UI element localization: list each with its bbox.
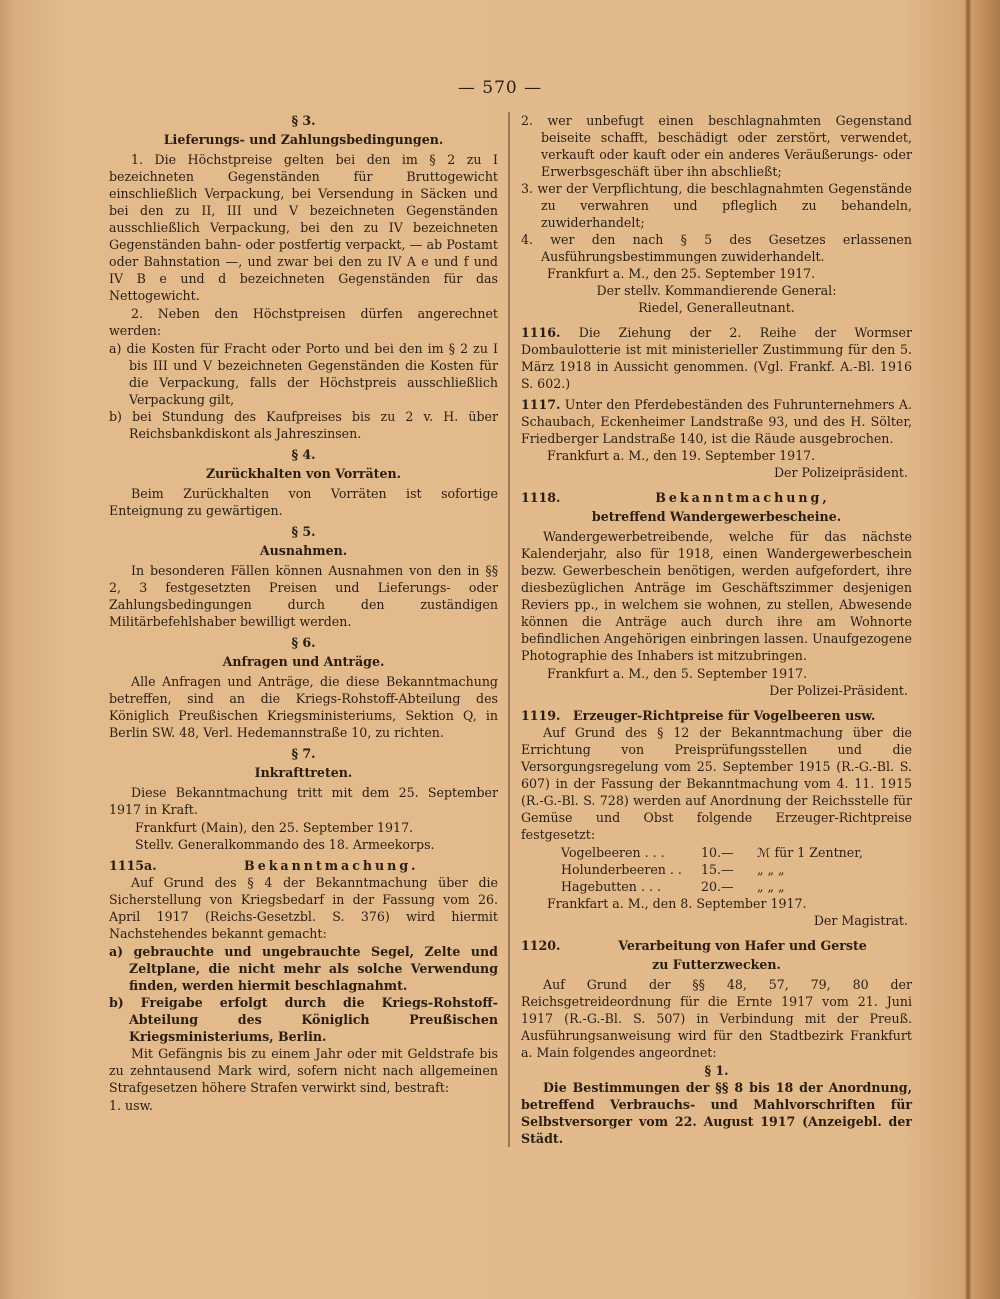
- price-item-value: 20.—: [701, 879, 734, 894]
- notice-number: 1115a.: [109, 858, 157, 873]
- notice-heading: Bekanntmachung,: [655, 490, 830, 505]
- section-3-heading: Lieferungs- und Zahlungsbedingungen.: [163, 132, 444, 147]
- notice-1118-header: [521, 489, 912, 506]
- section-3-title: § 3.: [291, 113, 316, 128]
- section-4-paragraph: Beim Zurückhalten von Vorräten ist sofortige Enteignung zu gewärtigen.: [109, 486, 498, 518]
- section-5-title: § 5.: [291, 524, 316, 539]
- price-item-value: 15.—: [701, 862, 734, 877]
- section-6-heading: Anfragen und Anträge.: [222, 654, 385, 669]
- notice-number: 1118.: [521, 490, 561, 505]
- notice-number: 1120.: [521, 938, 561, 953]
- notice-1120-section-1-paragraph: Die Bestimmungen der §§ 8 bis 18 der Anordnung, betreffend Verbrauchs- und Mahlvorschriften für Selbstversorger vom 22. August 1917 (Anzeigebl. der Städt.: [521, 1080, 912, 1146]
- notice-1118-paragraph: Wandergewerbetreibende, welche für das nächste Kalenderjahr, also für 1918, einen Wandergewerbeschein bezw. Gewerbeschein benötigen, werden aufgefordert, ihre diesbezüglichen Anträge im Geschäftszimmer desjenigen Reviers pp., in welchem sie wohnen, zu stellen, Abwesende können die Anträge auch durch ihre am Wohnorte befindlichen Angehörigen einbringen lassen. Unaufgezogene Photographie des Inhabers ist mitzubringen.: [521, 529, 912, 663]
- section-4-heading: Zurückhalten von Vorräten.: [205, 466, 402, 481]
- notice-1115a-header: [109, 857, 498, 874]
- penalty-date: Frankfurt a. M., den 25. September 1917.: [547, 266, 816, 281]
- notice-1115a-item-a: a) gebrauchte und ungebrauchte Segel, Zelte und Zeltplane, die nicht mehr als solche Verwendung finden, werden hiermit beschlagnahmt.: [109, 944, 498, 993]
- section-6-title: § 6.: [291, 635, 316, 650]
- left-column: [109, 112, 498, 1114]
- page-fold: [965, 0, 971, 1299]
- notice-1118-subheading: betreffend Wandergewerbescheine.: [591, 509, 842, 524]
- section-7-signature: Stellv. Generalkommando des 18. Armeekorps.: [135, 837, 435, 852]
- section-7-title: § 7.: [291, 746, 316, 761]
- notice-number: 1117.: [521, 397, 561, 412]
- notice-1115a-item-1: 1. usw.: [109, 1098, 153, 1113]
- section-3-paragraph-2: 2. Neben den Höchstpreisen dürfen angerechnet werden:: [109, 306, 498, 338]
- column-divider: [508, 112, 510, 1147]
- section-6-paragraph: Alle Anfragen und Anträge, die diese Bekanntmachung betreffen, sind an die Kriegs-Rohstoff-Abteilung des Königlich Preußischen Kriegsministeriums, Sektion Q, in Berlin SW. 48, Verl. Hedemannstraße 10, zu richten.: [109, 674, 498, 740]
- notice-1118-signature: Der Polizei-Präsident.: [769, 683, 908, 698]
- section-5-heading: Ausnahmen.: [259, 543, 348, 558]
- section-7-heading: Inkrafttreten.: [254, 765, 353, 780]
- penalty-item-4: 4. wer den nach § 5 des Gesetzes erlassenen Ausführungsbestimmungen zuwiderhandelt.: [521, 232, 912, 264]
- notice-1120-subheading: zu Futterzwecken.: [652, 957, 781, 972]
- penalty-signature-2: Riedel, Generalleutnant.: [638, 300, 795, 315]
- price-row: [521, 878, 912, 895]
- price-item-name: Vogelbeeren . . .: [561, 845, 665, 860]
- price-row: [521, 844, 912, 861]
- notice-1117-date: Frankfurt a. M., den 19. September 1917.: [547, 448, 816, 463]
- notice-1119-date: Frankfart a. M., den 8. September 1917.: [547, 896, 807, 911]
- notice-1116-text: Die Ziehung der 2. Reihe der Wormser Dombaulotterie ist mit ministerieller Zustimmung für den 5. März 1918 in Aussicht genommen. (Vgl. Frankf. A.-Bl. 1916 S. 602.): [521, 325, 912, 391]
- notice-1119-paragraph: Auf Grund des § 12 der Bekanntmachung über die Errichtung von Preisprüfungsstellen und die Versorgungsregelung vom 25. September 1915 (R.-G.-Bl. S. 607) in der Fassung der Bekanntmachung vom 4. 11. 1915 (R.-G.-Bl. S. 728) werden auf Anordnung der Reichsstelle für Gemüse und Obst folgende Erzeuger-Richtpreise festgesetzt:: [521, 725, 912, 842]
- section-4-title: § 4.: [291, 447, 316, 462]
- notice-1115a-paragraph-2: Mit Gefängnis bis zu einem Jahr oder mit Geldstrafe bis zu zehntausend Mark wird, sofern nicht nach allgemeinen Strafgesetzen höhere Strafen verwirkt sind, bestraft:: [109, 1046, 498, 1095]
- notice-1115a-item-b: b) Freigabe erfolgt durch die Kriegs-Rohstoff-Abteilung des Königlich Preußischen Kriegsministeriums, Berlin.: [109, 995, 498, 1044]
- section-5-paragraph: In besonderen Fällen können Ausnahmen von den in §§ 2, 3 festgesetzten Preisen und Lieferungs- oder Zahlungsbedingungen durch den zuständigen Militärbefehlshaber bewilligt werden.: [109, 563, 498, 629]
- section-3-item-a: a) die Kosten für Fracht oder Porto und bei den im § 2 zu I bis III und V bezeichneten Gegenständen die Kosten für die Verpackung, falls der Höchstpreis ausschließlich Verpackung gilt,: [109, 341, 498, 407]
- notice-1119-signature: Der Magistrat.: [813, 913, 908, 928]
- price-item-unit: „ „ „: [757, 862, 785, 877]
- price-item-unit: ℳ für 1 Zentner,: [757, 845, 863, 860]
- notice-1117-signature: Der Polizeipräsident.: [773, 465, 908, 480]
- price-item-name: Hagebutten . . .: [561, 879, 661, 894]
- notice-1117-text: Unter den Pferdebeständen des Fuhrunternehmers A. Schaubach, Eckenheimer Landstraße 93, und des H. Sölter, Friedberger Landstraße 140, ist die Räude ausgebrochen.: [521, 397, 912, 446]
- price-item-name: Holunderbeeren . .: [561, 862, 682, 877]
- price-list: [521, 844, 912, 895]
- right-column: [521, 112, 912, 1148]
- section-3-paragraph-1: 1. Die Höchstpreise gelten bei den im § 2 zu I bezeichneten Gegenständen für Bruttogewicht einschließlich Verpackung, bei Versendung in Säcken und bei den zu II, III und V bezeichneten Gegenständen ausschließlich Verpackung, bei den zu IV bezeichneten Gegenständen bahn- oder postfertig verpackt, — ab Postamt oder Bahnstation —, und zwar bei den zu IV A e und f und IV B e und d bezeichneten Gegenständen für das Nettogewicht.: [109, 152, 498, 303]
- notice-heading: Bekanntmachung.: [244, 858, 419, 873]
- price-item-value: 10.—: [701, 845, 734, 860]
- notice-1120-section-1-title: § 1.: [704, 1063, 729, 1078]
- notice-1120-paragraph: Auf Grund der §§ 48, 57, 79, 80 der Reichsgetreideordnung für die Ernte 1917 vom 21. Juni 1917 (R.-G.-Bl. S. 507) in Verbindung mit der Preuß. Ausführungsanweisung wird für den Stadtbezirk Frankfurt a. Main folgendes angeordnet:: [521, 977, 912, 1060]
- notice-1116: [521, 324, 912, 392]
- notice-1119-header: [521, 707, 912, 724]
- section-3-item-b: b) bei Stundung des Kaufpreises bis zu 2 v. H. über Reichsbankdiskont als Jahreszinsen.: [109, 409, 498, 441]
- notice-1120-header: [521, 937, 912, 954]
- price-row: [521, 861, 912, 878]
- notice-heading: Verarbeitung von Hafer und Gerste: [618, 938, 867, 953]
- notice-1115a-paragraph: Auf Grund des § 4 der Bekanntmachung über die Sicherstellung von Kriegsbedarf in der Fassung vom 26. April 1917 (Reichs-Gesetzbl. S. 376) wird hiermit Nachstehendes bekannt gemacht:: [109, 875, 498, 941]
- page-number: — 570 —: [457, 78, 543, 98]
- penalty-item-2: 2. wer unbefugt einen beschlagnahmten Gegenstand beiseite schafft, beschädigt oder zerstört, verwendet, verkauft oder kauft oder ein anderes Veräußerungs- oder Erwerbsgeschäft über ihn abschließt;: [521, 113, 912, 179]
- notice-1118-date: Frankfurt a. M., den 5. September 1917.: [547, 666, 808, 681]
- section-7-date: Frankfurt (Main), den 25. September 1917.: [135, 820, 414, 835]
- notice-number: 1119.: [521, 708, 561, 723]
- penalty-item-3: 3. wer der Verpflichtung, die beschlagnahmten Gegenstände zu verwahren und pfleglich zu behandeln, zuwiderhandelt;: [521, 181, 912, 230]
- penalty-signature-1: Der stellv. Kommandierende General:: [596, 283, 837, 298]
- notice-heading: Erzeuger-Richtpreise für Vogelbeeren usw.: [573, 708, 876, 723]
- price-item-unit: „ „ „: [757, 879, 785, 894]
- section-7-paragraph: Diese Bekanntmachung tritt mit dem 25. September 1917 in Kraft.: [109, 785, 498, 817]
- notice-1117: [521, 396, 912, 447]
- notice-number: 1116.: [521, 325, 561, 340]
